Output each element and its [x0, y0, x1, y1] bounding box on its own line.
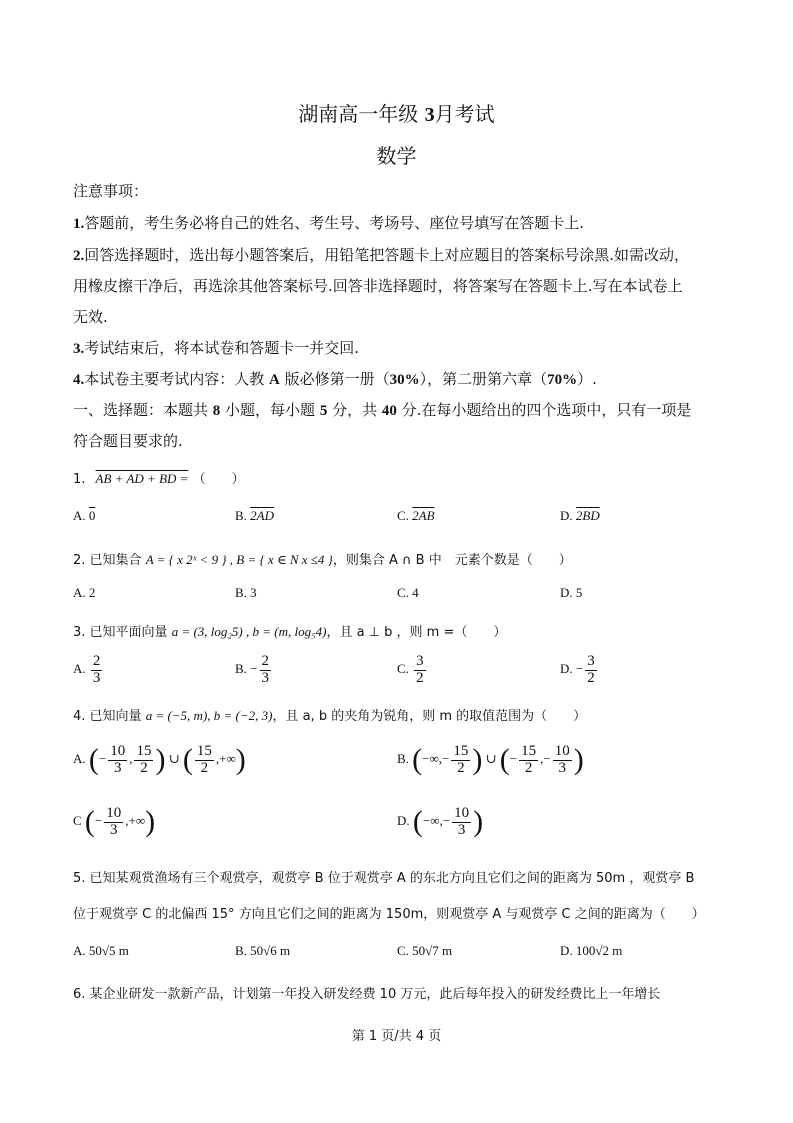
q4-b-paren-open-1: (	[412, 743, 423, 776]
q4-a-frac-2	[134, 744, 153, 777]
q1-a-label: A.	[73, 508, 86, 523]
q4-option-a[interactable]: A. (− $\frac{10}{3}$ , $\frac{15}{2}$ ) ∪ ( $\frac{15}{2}$ ,+∞)	[73, 742, 246, 776]
exam-title	[0, 98, 793, 127]
q3-b-den: 3	[261, 669, 270, 686]
q3-a-num: 2	[92, 653, 101, 669]
q4-a-f2-den: 2	[140, 759, 148, 776]
section-heading-line-2: 符合题目要求的.	[73, 432, 183, 450]
q1-c-value: 2AB	[412, 508, 435, 523]
q4-b-paren-open-2: (	[499, 743, 510, 776]
q4-a-paren-close-2: )	[235, 743, 246, 776]
q4-c-frac	[104, 806, 123, 839]
q4-a-paren-close-1: )	[155, 743, 166, 776]
note-2-line-3: 无效.	[73, 308, 108, 326]
page-footer: 第 1 页/共 4 页	[351, 1029, 442, 1044]
q2-option-d[interactable]: D. 5	[560, 585, 583, 600]
q3-d-num: 3	[587, 653, 595, 669]
q5-d-label: D.	[560, 943, 573, 958]
note-3-num: 3.	[73, 341, 85, 357]
q2-option-b[interactable]: B. 3	[235, 585, 257, 600]
q4-b-frac-3	[553, 744, 572, 777]
note-4-a: 本试卷主要考试内容：人教	[84, 370, 270, 388]
q4-option-c[interactable]: C (− $\frac{10}{3}$ ,+∞)	[73, 804, 156, 838]
note-4-b: A	[269, 372, 280, 388]
q4-a-f2-num: 15	[136, 742, 152, 759]
q4-c-paren-close: )	[145, 805, 156, 838]
q3-rest: ，且 a ⊥ b ，则 m =（ ）	[326, 625, 507, 640]
q5-c-value: 50√7 m	[412, 943, 453, 958]
q4-d-head: −∞,−	[422, 812, 451, 828]
section-d: 5	[319, 403, 328, 419]
note-2-num: 2.	[73, 248, 85, 264]
q4-b-f1-num: 15	[453, 742, 469, 759]
note-3-text: 考试结束后，将本试卷和答题卡一并交回.	[84, 339, 360, 357]
q4-option-b[interactable]: B. (−∞,− $\frac{15}{2}$ ) ∪ (− $\frac{15}{2}$ ,− $\frac{10}{3}$ )	[397, 742, 584, 776]
q3-option-d[interactable]	[560, 654, 599, 687]
q4-d-label: D.	[397, 812, 410, 828]
q5-b-label: B.	[235, 943, 247, 958]
title-prefix: 湖南高一年级	[298, 102, 425, 126]
q2-rest: ，则集合 A ∩ B 中 元素个数是（ ）	[332, 553, 572, 568]
q4-b-frac-1	[451, 744, 470, 777]
note-4	[73, 368, 597, 389]
q4-a-label: A.	[73, 750, 86, 766]
note-2-line-1	[73, 244, 689, 265]
section-a: 一、选择题：本题共	[73, 401, 213, 419]
subject-title: 数学	[376, 144, 417, 168]
q4-b-f2-num: 15	[521, 742, 537, 759]
note-1-text: 答题前，考生务必将自己的姓名、考生号、考场号、座位号填写在答题卡上.	[84, 214, 585, 232]
q2-stem: 2. 已知集合	[73, 553, 142, 568]
q1-answer-paren: （ ）	[192, 472, 245, 487]
title-suffix: 月考试	[434, 102, 495, 126]
q1-c-label: C.	[397, 508, 409, 523]
q1-number: 1.	[73, 472, 86, 487]
note-1-num: 1.	[73, 216, 85, 232]
q4-b-paren-close-1: )	[472, 743, 483, 776]
q4-b-label: B.	[397, 750, 409, 766]
q4-d-num: 10	[454, 804, 470, 821]
question-4	[73, 705, 586, 724]
q3-b-fraction	[260, 654, 272, 687]
q4-b-f1-den: 2	[457, 759, 465, 776]
q3-d-sign: −	[575, 661, 584, 677]
q4-d-frac	[452, 806, 471, 839]
q2-option-c[interactable]: C. 4	[397, 585, 419, 600]
note-4-f: 70%	[547, 372, 578, 388]
q3-c-label: C.	[397, 661, 409, 677]
q3-c-fraction	[414, 654, 426, 687]
q4-b-f2-den: 2	[524, 759, 533, 776]
q1-d-value: 2BD	[575, 508, 600, 523]
q1-option-b[interactable]	[235, 508, 274, 524]
note-4-d: 30%	[389, 372, 420, 388]
q4-b-paren-close-2: )	[573, 743, 584, 776]
q3-d-den: 2	[587, 669, 595, 686]
q4-a-paren-open-1: (	[88, 743, 99, 776]
q5-option-d[interactable]	[560, 943, 622, 959]
question-6-line-1: 6. 某企业研发一款新产品，计划第一年投入研发经费 10 万元，此后每年投入的研发经费比上一年增长	[73, 987, 661, 1002]
q3-c-den: 2	[416, 669, 424, 686]
q4-a-paren-open-2: (	[182, 743, 193, 776]
q3-d-label: D.	[560, 661, 573, 677]
q3-b-label: B.	[235, 661, 247, 677]
q3-option-a[interactable]	[73, 654, 104, 687]
q3-stem: 3. 已知平面向量	[73, 625, 168, 640]
section-heading	[73, 399, 691, 420]
q4-d-den: 3	[457, 821, 466, 838]
q3-d-fraction	[585, 654, 597, 687]
note-4-c: 版必修第一册（	[279, 370, 390, 388]
q4-vectors: a = (−5, m), b = (−2, 3)	[145, 708, 273, 723]
section-f: 40	[381, 403, 397, 419]
question-1	[73, 468, 245, 487]
q5-a-label: A.	[73, 943, 86, 958]
q4-d-paren-open: (	[412, 805, 423, 838]
section-c: 小题，每小题	[220, 401, 320, 419]
note-4-num: 4.	[73, 372, 85, 388]
question-5-line-2: 位于观赏亭 C 的北偏西 15° 方向且它们之间的距离为 150m，则观赏亭 A 与观赏亭 C 之间的距离为（ ）	[73, 907, 705, 922]
q4-a-f3-num: 15	[196, 742, 212, 759]
question-5-line-1: 5. 已知某观赏渔场有三个观赏亭，观赏亭 B 位于观赏亭 A 的东北方向且它们之间的距离为 50m ，观赏亭 B	[73, 871, 695, 886]
q4-a-f3-den: 2	[200, 759, 209, 776]
q5-option-b[interactable]	[235, 943, 290, 959]
q5-c-label: C.	[397, 943, 409, 958]
q1-option-c[interactable]	[397, 508, 435, 524]
q1-a-value: 0	[88, 508, 96, 523]
section-b: 8	[212, 403, 221, 419]
q3-a-fraction	[91, 654, 103, 687]
q1-option-d[interactable]	[560, 508, 600, 524]
q4-b-head: −∞,−	[422, 750, 450, 766]
q4-a-frac-1	[108, 744, 127, 777]
q3-b-sign: −	[250, 661, 258, 677]
q5-d-value: 100√2 m	[575, 943, 623, 958]
q1-b-label: B.	[235, 508, 247, 523]
q4-b-f3-den: 3	[558, 759, 566, 776]
q3-vectors: a = (3, log₂5) , b = (m, log₅4)	[171, 624, 327, 639]
note-1	[73, 212, 584, 233]
q5-option-a[interactable]	[73, 943, 129, 959]
q4-stem: 4. 已知向量	[73, 709, 142, 724]
q5-b-value: 50√6 m	[250, 943, 291, 958]
q4-a-frac-3	[195, 744, 214, 777]
note-3	[73, 337, 359, 358]
note-4-g: ）.	[577, 370, 597, 388]
note-2-line-2: 用橡皮擦干净后，再选涂其他答案标号.回答非选择题时，将答案写在答题卡上.写在本试卷上	[73, 277, 683, 295]
q3-option-b[interactable]	[235, 654, 273, 687]
q1-b-value: 2AD	[250, 508, 275, 523]
title-month: 3	[424, 104, 435, 126]
note-2-text-a: 回答选择题时，选出每小题答案后，用铅笔把答题卡上对应题目的答案标号涂黑.如需改动，	[84, 246, 690, 264]
q4-c-tail: ,+∞	[125, 812, 146, 828]
q4-b-f3-num: 10	[554, 742, 570, 759]
question-3	[73, 621, 506, 640]
q1-option-a[interactable]	[73, 508, 95, 524]
q5-a-value: 50√5 m	[88, 943, 129, 958]
q3-a-den: 3	[92, 669, 101, 686]
q4-c-paren-open: (	[84, 805, 95, 838]
section-e: 分，共	[327, 401, 382, 419]
q4-a-f1-num: 10	[110, 742, 126, 759]
question-2	[73, 549, 572, 568]
q5-option-c[interactable]	[397, 943, 452, 959]
q1-expression: AB + AD + BD =	[95, 471, 189, 486]
section-g: 分.在每小题给出的四个选项中，只有一项是	[396, 401, 692, 419]
q4-a-f1-den: 3	[113, 759, 122, 776]
note-4-e: ），第二册第六章（	[419, 370, 548, 388]
q1-d-label: D.	[560, 508, 573, 523]
q4-c-den: 3	[110, 821, 118, 838]
q3-a-label: A.	[73, 661, 86, 677]
q4-a-tail: ,+∞	[215, 750, 236, 766]
q4-c-label: C	[73, 812, 82, 828]
q4-b-frac-2	[519, 744, 538, 777]
q4-rest: ，且 a, b 的夹角为锐角，则 m 的取值范围为（ ）	[272, 709, 587, 724]
q3-b-num: 2	[261, 653, 270, 669]
q3-c-num: 3	[416, 653, 424, 669]
q2-option-a[interactable]: A. 2	[73, 585, 96, 600]
q4-d-paren-close: )	[473, 805, 484, 838]
q3-option-c[interactable]	[397, 654, 428, 687]
q4-option-d[interactable]	[397, 805, 483, 839]
notes-heading: 注意事项：	[73, 182, 149, 200]
q2-sets: A = { x 2ˣ < 9 } , B = { x ∈ N x ≤4 }	[145, 552, 333, 567]
q4-c-num: 10	[106, 804, 122, 821]
